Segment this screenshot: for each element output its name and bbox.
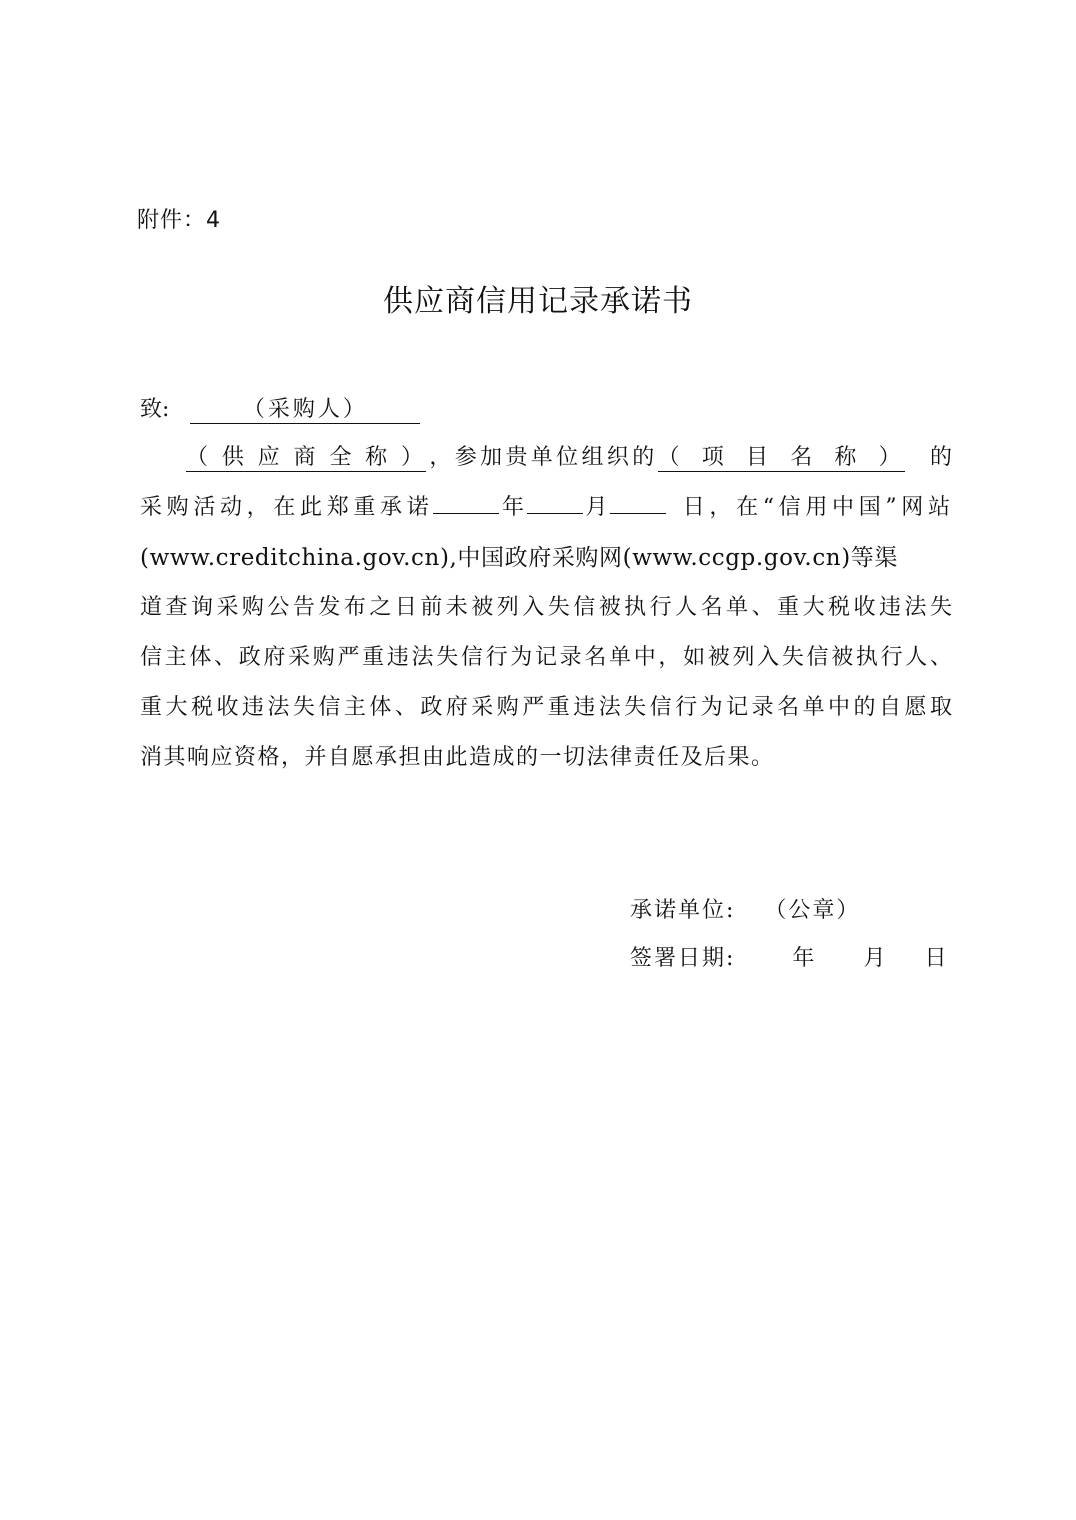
- body-text-p1: ，参加贵单位组织的: [426, 445, 658, 470]
- date-year: 年: [792, 946, 817, 971]
- body-line-1: [140, 443, 952, 473]
- commit-year-blank: [433, 493, 499, 514]
- date-day: 日: [924, 946, 949, 971]
- project-blank: （项目名称）: [657, 445, 905, 470]
- signature-date: [630, 941, 948, 972]
- unit-label: 承诺单位:: [630, 898, 736, 923]
- commit-year-label: 年: [499, 495, 527, 520]
- body-line-3: (www.creditchina.gov.cn),中国政府采购网(www.ccgp.gov.cn)等渠: [140, 545, 898, 571]
- body-text-p2: 的: [926, 445, 952, 470]
- date-month: 月: [863, 946, 888, 971]
- signature-unit: [630, 893, 860, 924]
- supplier-blank: （供应商全称）: [186, 445, 426, 470]
- body-line-6: 重大税收违法失信主体、政府采购严重违法失信行为记录名单中的自愿取: [140, 695, 952, 720]
- body-line-4: 道查询采购公告发布之日前未被列入失信被执行人名单、重大税收违法失: [140, 595, 952, 620]
- commit-day-blank: [610, 493, 666, 514]
- addressee-label: 致:: [140, 397, 170, 422]
- document-title: 供应商信用记录承诺书: [383, 284, 693, 319]
- commit-month-label: 月: [582, 495, 611, 520]
- attachment-label: 附件：4: [137, 208, 221, 233]
- body-line-2: [140, 493, 952, 523]
- purchaser-blank: （采购人）: [190, 397, 420, 424]
- addressee-line: [140, 395, 952, 425]
- body-text-day: 日，在“信用中国”网站: [680, 495, 952, 520]
- body-line-7: 消其响应资格，并自愿承担由此造成的一切法律责任及后果。: [140, 745, 775, 770]
- body-line-5: 信主体、政府采购严重违法失信行为记录名单中，如被列入失信被执行人、: [140, 645, 952, 670]
- body-text-p3: 采购活动，在此郑重承诺: [140, 495, 434, 520]
- date-label: 签署日期:: [630, 946, 736, 971]
- seal-label: （公章）: [764, 898, 861, 923]
- commit-month-blank: [527, 493, 583, 514]
